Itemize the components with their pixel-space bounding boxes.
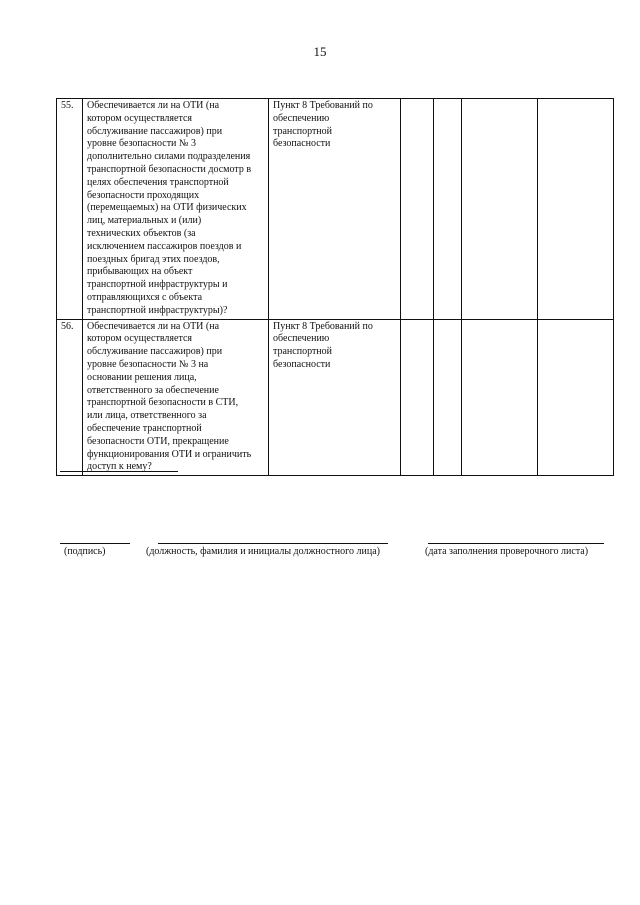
requirement-cell	[269, 319, 401, 476]
page-number: 15	[313, 44, 327, 59]
question-line: транспортной безопасности досмотр в	[87, 163, 252, 175]
question-line: дополнительно силами подразделения	[87, 151, 251, 163]
signature-caption: (подпись)	[64, 546, 106, 557]
note-cell	[538, 319, 614, 476]
note-cell	[538, 99, 614, 320]
checklist-table	[56, 98, 614, 476]
question-line: или лица, ответственного за	[87, 410, 207, 422]
question-line: обслуживание пассажиров) при	[87, 125, 223, 137]
question-line: исключением пассажиров поездов и	[87, 240, 242, 252]
requirement-line: Пункт 8 Требований по	[273, 320, 373, 332]
answer-yes-cell	[401, 99, 434, 320]
date-line	[428, 543, 604, 544]
question-line: доступ к нему?	[87, 461, 152, 473]
signature-line	[60, 543, 130, 544]
question-line: уровне безопасности № 3	[87, 138, 196, 150]
question-line: безопасности ОТИ, прекращение	[87, 435, 229, 447]
answer-no-cell	[434, 319, 462, 476]
question-line: обслуживание пассажиров) при	[87, 346, 223, 358]
requirement-line: транспортной	[273, 125, 333, 137]
position-caption: (должность, фамилия и инициалы должностного лица)	[146, 546, 380, 557]
requirement-cell	[269, 99, 401, 320]
question-line: транспортной безопасности в СТИ,	[87, 397, 239, 409]
question-line: транспортной инфраструктуры)?	[87, 304, 228, 316]
footnote-separator	[60, 471, 178, 472]
requirement-line: безопасности	[273, 138, 331, 150]
question-line: транспортной инфраструктуры и	[87, 279, 228, 291]
question-line: функционирования ОТИ и ограничить	[87, 448, 252, 460]
question-line: технических объектов (за	[87, 227, 196, 239]
question-line: (перемещаемых) на ОТИ физических	[87, 202, 247, 214]
row-number: 56.	[57, 319, 83, 476]
table-row	[57, 319, 614, 476]
answer-no-cell	[434, 99, 462, 320]
requirement-line: транспортной	[273, 346, 333, 358]
question-line: обеспечение транспортной	[87, 422, 202, 434]
requirement-line: безопасности	[273, 358, 331, 370]
question-line: основании решения лица,	[87, 371, 197, 383]
question-line: Обеспечивается ли на ОТИ (на	[87, 100, 220, 111]
requirement-line: обеспечению	[273, 333, 330, 345]
question-line: целях обеспечения транспортной	[87, 176, 229, 188]
question-cell	[83, 99, 269, 320]
requirement-line: Пункт 8 Требований по	[273, 100, 373, 111]
question-line: безопасности проходящих	[87, 189, 200, 201]
question-line: котором осуществляется	[87, 333, 192, 345]
date-caption: (дата заполнения проверочного листа)	[425, 546, 589, 557]
position-line	[158, 543, 388, 544]
question-line: котором осуществляется	[87, 112, 192, 124]
question-cell	[83, 319, 269, 476]
answer-yes-cell	[401, 319, 434, 476]
answer-na-cell	[462, 319, 538, 476]
row-number: 55.	[57, 99, 83, 320]
requirement-line: обеспечению	[273, 112, 330, 124]
question-line: лиц, материальных и (или)	[87, 215, 202, 227]
question-line: ответственного за обеспечение	[87, 384, 219, 396]
question-line: уровне безопасности № 3 на	[87, 358, 209, 370]
question-line: отправляющихся с объекта	[87, 291, 203, 303]
table-row	[57, 99, 614, 320]
question-line: Обеспечивается ли на ОТИ (на	[87, 320, 220, 332]
question-line: поездных бригад этих поездов,	[87, 253, 220, 265]
answer-na-cell	[462, 99, 538, 320]
question-line: прибывающих на объект	[87, 266, 193, 278]
